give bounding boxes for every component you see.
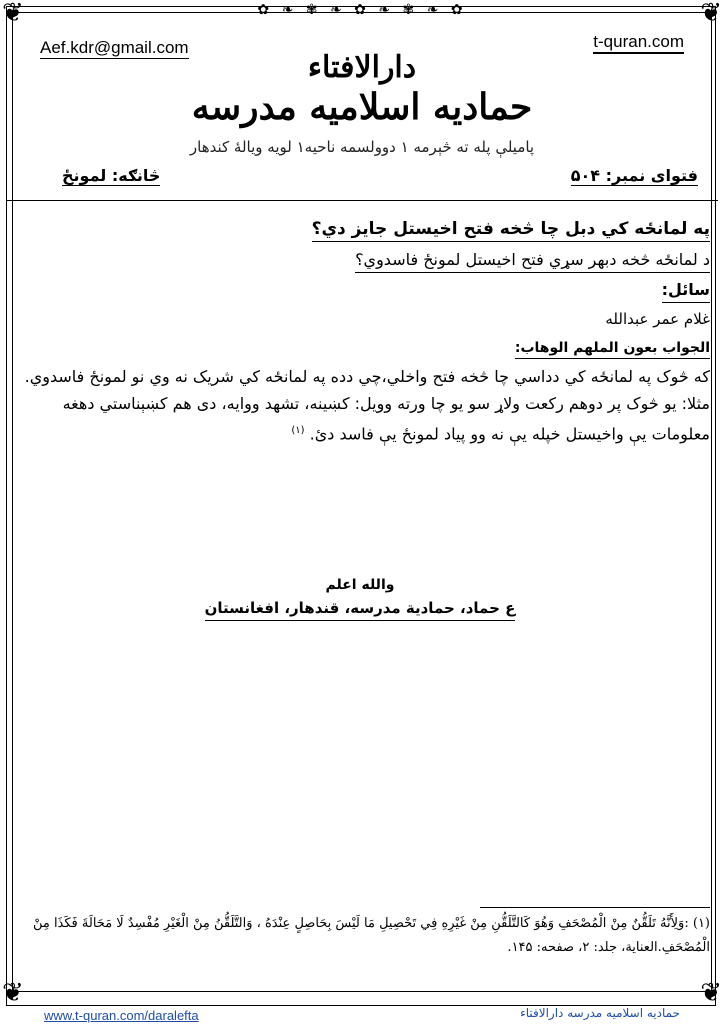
- answer-paragraph-2: [8, 390, 710, 447]
- footnote-divider: [480, 907, 710, 908]
- institution-address: پاميلې پله ته څېرمه ۱ دوولسمه ناحيه۱ لويه ويالهٔ كندهار: [189, 138, 535, 156]
- corner-ornament-top-right: ❦: [700, 0, 722, 28]
- footnote: [16, 912, 710, 960]
- header-divider: [6, 200, 718, 201]
- corner-ornament-bottom-right: ❦: [700, 978, 722, 1008]
- institution-title: حمادیه اسلامیه مدرسه: [191, 86, 533, 128]
- closing-allah-knows: والله اعلم: [325, 577, 395, 593]
- contact-email[interactable]: Aef.kdr@gmail.com: [40, 38, 189, 57]
- answer-paragraph-2-text: مثلا: يو څوک پر دوهم رکعت ولاړ سو يو چا ورته وويل: کښينه، تشهد ووايه، دی هم کښېناستي دهغه معلومات يې واخيستل خپله يې نه وو پياد لمونځ يې فاسد دئ.: [62, 394, 710, 444]
- fatwa-number: فتوای نمبر: ۵۰۴: [570, 166, 698, 185]
- page-border: [6, 6, 716, 1006]
- website-label[interactable]: t-quran.com: [593, 32, 684, 54]
- asker-label: سائل:: [662, 278, 710, 303]
- answer-paragraph-1: که څوک په لمانځه کي دداسي چا څخه فتح واخلي،چي دده په لمانځه کي شريک نه وي نو لمونځ فاسدوي.: [24, 367, 710, 386]
- question-detail: د لمانځه څخه دبهر سړي فتح اخيستل لمونځ فاسدوي؟: [355, 248, 710, 273]
- question-title: په لمانځه کي دبل چا څخه فتح اخيستل جايز دي؟: [312, 217, 710, 242]
- footer-institution-name: حماديه اسلاميه مدرسه دارالافتاء: [520, 1006, 680, 1020]
- footnote-reference[interactable]: (۱): [291, 425, 305, 436]
- footnote-text: :وَلِأَنَّهُ تَلَقُّنٌ مِنْ الْمُصْحَفِ وَهُوَ كَالتَّلَقُّنِ مِنْ غَيْرِهِ فِي تَحْصِيلِ مَا لَيْسَ بِحَاصِلٍ عِنْدَهُ ، وَالتَّلَقُّنُ مِنْ الْغَيْرِ مُفْسِدٌ لَا مَحَالَةَ فَكَذَا مِنْ الْمُصْحَفِ.العناية، جلد: ۲، صفحه: ۱۴۵.: [32, 916, 710, 955]
- top-border-ornament: ✿ ❧ ✾ ❧ ✿ ❧ ✾ ❧ ✿: [257, 2, 467, 18]
- closing-block: [200, 574, 520, 621]
- footer-website-link[interactable]: www.t-quran.com/daralefta: [44, 1008, 199, 1023]
- closing-signature: ع حماد، حمادية مدرسه، قندهار، افغانستان: [205, 596, 516, 621]
- corner-ornament-top-left: ❦: [2, 0, 24, 28]
- institution-subtitle: دارالافتاء: [307, 50, 417, 85]
- asker-name: غلام عمر عبدالله: [605, 310, 710, 328]
- answer-heading: الجواب بعون الملهم الوهاب:: [515, 338, 710, 359]
- corner-ornament-bottom-left: ❦: [2, 978, 24, 1008]
- footnote-marker: (۱): [692, 916, 710, 931]
- fatwa-category: څانګه: لمونځ: [62, 166, 161, 185]
- answer-body: [8, 363, 710, 447]
